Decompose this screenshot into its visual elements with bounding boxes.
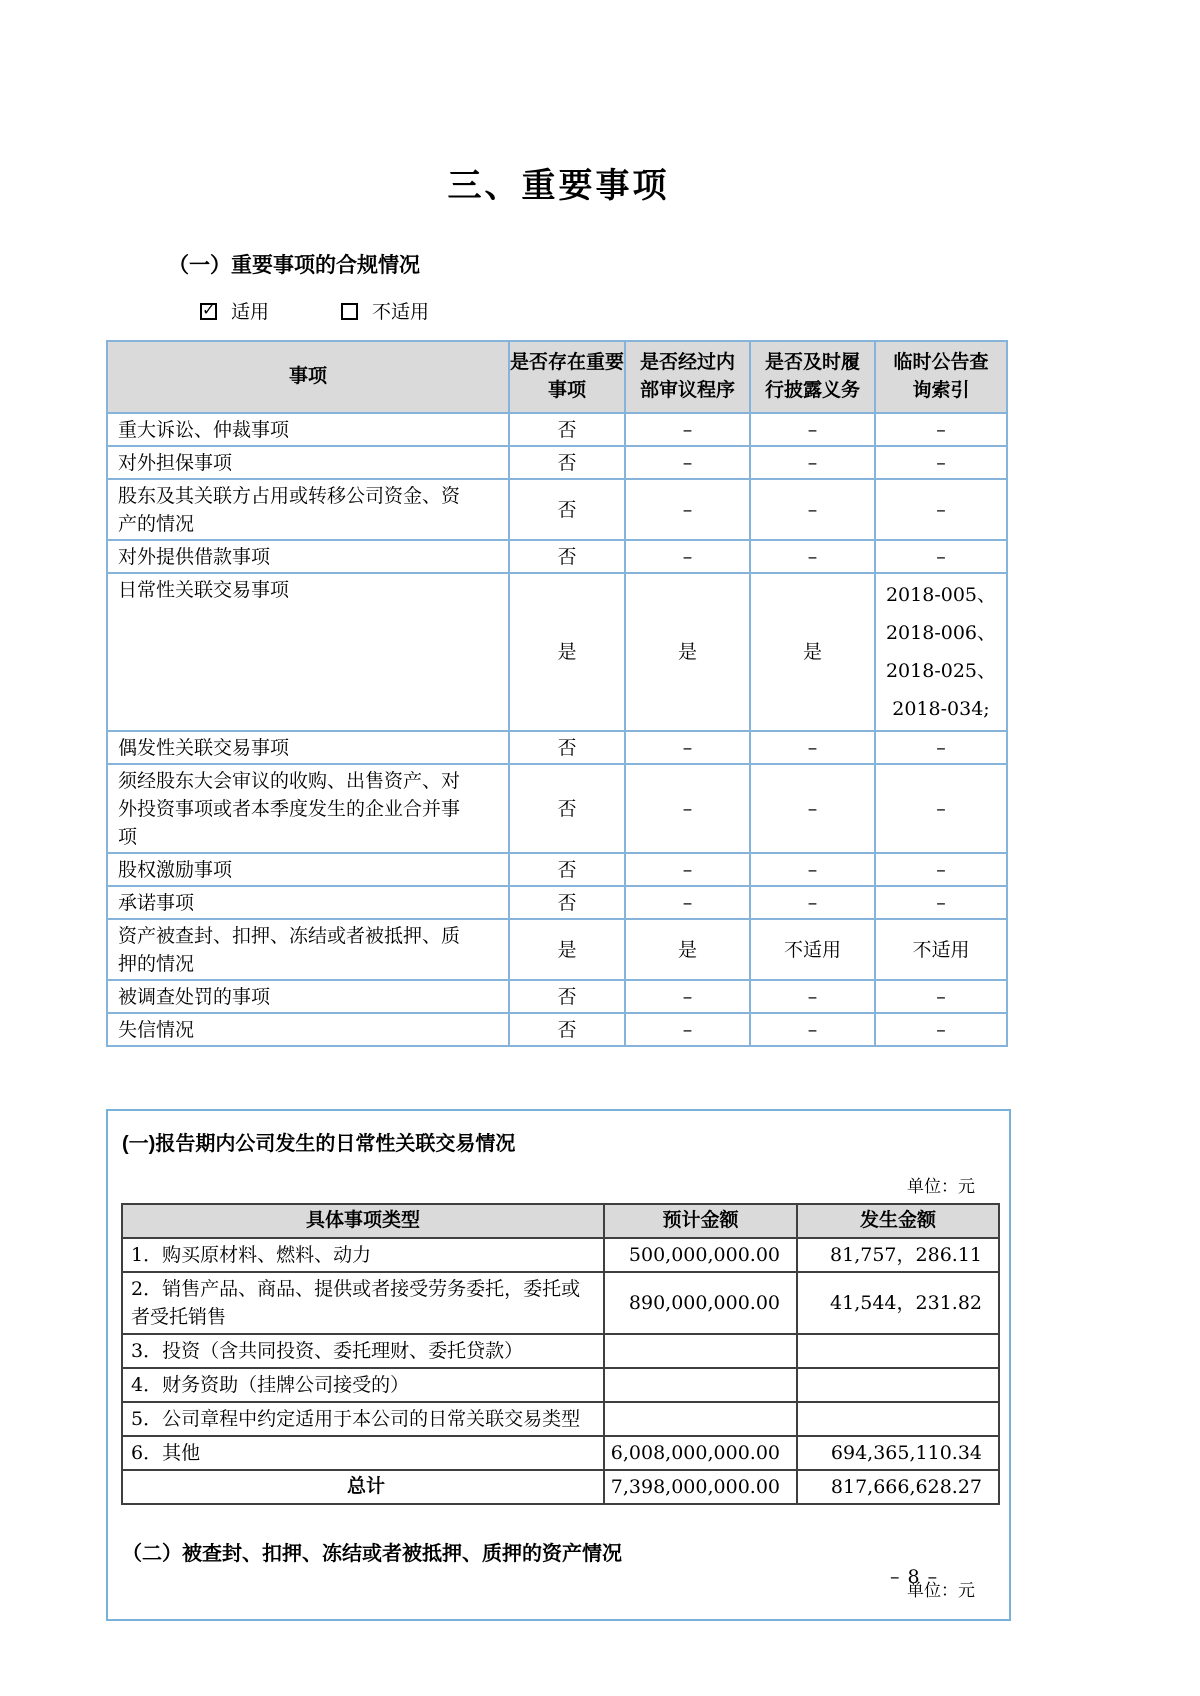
pledged-unit-label: 单位：元 xyxy=(907,1581,975,1601)
table-cell: 否 xyxy=(509,886,625,919)
table-cell: – xyxy=(750,853,875,886)
table-cell: 否 xyxy=(509,980,625,1013)
table-cell: – xyxy=(750,980,875,1013)
table-cell: – xyxy=(875,413,1007,446)
table-row xyxy=(107,540,1007,573)
table-row xyxy=(122,1368,999,1402)
table-cell: 4．财务资助（挂牌公司接受的） xyxy=(122,1368,604,1402)
table-cell: 6．其他 xyxy=(122,1436,604,1470)
table-cell: – xyxy=(625,540,750,573)
applicability-checkbox-row xyxy=(200,297,1011,324)
table-cell: – xyxy=(750,731,875,764)
table-cell: 重大诉讼、仲裁事项 xyxy=(107,413,509,446)
table-cell: 否 xyxy=(509,446,625,479)
not-applicable-label: 不适用 xyxy=(372,301,430,323)
table-row xyxy=(122,1272,999,1334)
check-mark-icon: ✓ xyxy=(202,300,216,319)
table-cell: 是 xyxy=(750,573,875,731)
table-row xyxy=(122,1402,999,1436)
table-cell: – xyxy=(875,1013,1007,1046)
column-header: 预计金额 xyxy=(604,1204,797,1238)
table-cell: – xyxy=(625,886,750,919)
table-cell: – xyxy=(750,446,875,479)
table-cell: 不适用 xyxy=(750,919,875,980)
table-cell: – xyxy=(625,731,750,764)
table-cell xyxy=(604,1402,797,1436)
table-cell xyxy=(604,1334,797,1368)
table-cell: 股东及其关联方占用或转移公司资金、资产的情况 xyxy=(107,479,509,540)
table-cell: 资产被查封、扣押、冻结或者被抵押、质押的情况 xyxy=(107,919,509,980)
page-content xyxy=(106,0,1011,1621)
table-cell: 须经股东大会审议的收购、出售资产、对外投资事项或者本季度发生的企业合并事项 xyxy=(107,764,509,853)
table-cell: 对外提供借款事项 xyxy=(107,540,509,573)
related-transactions-table xyxy=(121,1203,1000,1505)
table-row xyxy=(107,479,1007,540)
table-cell: 总计 xyxy=(122,1470,604,1504)
column-header: 发生金额 xyxy=(797,1204,999,1238)
column-header: 是否存在重要 事项 xyxy=(509,341,625,413)
table-row xyxy=(122,1238,999,1272)
applicable-checkbox-checked-icon xyxy=(200,300,217,320)
column-header: 是否及时履 行披露义务 xyxy=(750,341,875,413)
column-header: 具体事项类型 xyxy=(122,1204,604,1238)
column-header: 是否经过内 部审议程序 xyxy=(625,341,750,413)
table-cell xyxy=(797,1334,999,1368)
table-cell: 被调查处罚的事项 xyxy=(107,980,509,1013)
table-cell xyxy=(797,1368,999,1402)
table-cell: 890,000,000.00 xyxy=(604,1272,797,1334)
table-row xyxy=(122,1470,999,1504)
table-cell: 5．公司章程中约定适用于本公司的日常关联交易类型 xyxy=(122,1402,604,1436)
table-row xyxy=(107,731,1007,764)
pledged-assets-heading: （二）被查封、扣押、冻结或者被抵押、质押的资产情况 xyxy=(122,1543,622,1565)
table-cell: – xyxy=(750,1013,875,1046)
table-cell: 是 xyxy=(509,919,625,980)
table-cell: 7,398,000,000.00 xyxy=(604,1470,797,1504)
not-applicable-checkbox-unchecked-icon xyxy=(341,303,358,320)
table-cell: 否 xyxy=(509,413,625,446)
table-cell: 承诺事项 xyxy=(107,886,509,919)
table-cell: – xyxy=(750,886,875,919)
table-cell xyxy=(604,1368,797,1402)
table-cell: 否 xyxy=(509,1013,625,1046)
table-cell: 是 xyxy=(509,573,625,731)
table-cell: – xyxy=(625,479,750,540)
table-row xyxy=(107,853,1007,886)
table-cell: – xyxy=(625,853,750,886)
table-cell: – xyxy=(625,446,750,479)
table-cell: 1．购买原材料、燃料、动力 xyxy=(122,1238,604,1272)
table-row xyxy=(107,764,1007,853)
table-row xyxy=(122,1334,999,1368)
table-cell: – xyxy=(750,764,875,853)
table-cell: – xyxy=(875,446,1007,479)
table-cell: – xyxy=(875,853,1007,886)
table-cell: 是 xyxy=(625,919,750,980)
table-cell: – xyxy=(625,764,750,853)
table-row xyxy=(122,1436,999,1470)
table-cell: 否 xyxy=(509,764,625,853)
table-cell: – xyxy=(750,540,875,573)
related-transactions-panel xyxy=(106,1109,1011,1621)
table-cell: – xyxy=(625,1013,750,1046)
table-cell: 500,000,000.00 xyxy=(604,1238,797,1272)
table-cell: – xyxy=(750,413,875,446)
table-cell: 2．销售产品、商品、提供或者接受劳务委托，委托或者受托销售 xyxy=(122,1272,604,1334)
related-transactions-heading: (一)报告期内公司发生的日常性关联交易情况 xyxy=(122,1133,516,1155)
column-header: 临时公告查 询索引 xyxy=(875,341,1007,413)
table-cell: – xyxy=(875,764,1007,853)
table-cell: – xyxy=(875,980,1007,1013)
table-row xyxy=(107,1013,1007,1046)
table-cell: 817,666,628.27 xyxy=(797,1470,999,1504)
page-number: – 8 – xyxy=(890,1566,939,1588)
table-cell: – xyxy=(625,413,750,446)
column-header: 事项 xyxy=(107,341,509,413)
table-cell: 41,544，231.82 xyxy=(797,1272,999,1334)
table-cell: 2018-005、 2018-006、 2018-025、 2018-034; xyxy=(875,573,1007,731)
table-header-row xyxy=(107,341,1007,413)
table-cell: 不适用 xyxy=(875,919,1007,980)
table-cell: 3．投资（含共同投资、委托理财、委托贷款） xyxy=(122,1334,604,1368)
compliance-table xyxy=(106,340,1008,1047)
table-row xyxy=(107,919,1007,980)
table-cell: – xyxy=(875,731,1007,764)
page-title: 三、重要事项 xyxy=(447,167,670,205)
unit-label: 单位：元 xyxy=(907,1177,975,1197)
table-cell: 否 xyxy=(509,731,625,764)
compliance-section-heading: （一）重要事项的合规情况 xyxy=(168,254,420,277)
table-row xyxy=(107,886,1007,919)
table-cell: 否 xyxy=(509,540,625,573)
table-header-row xyxy=(122,1204,999,1238)
table-cell: – xyxy=(750,479,875,540)
applicable-label: 适用 xyxy=(231,301,270,323)
table-cell: – xyxy=(875,479,1007,540)
table-cell: 81,757，286.11 xyxy=(797,1238,999,1272)
table-cell: – xyxy=(875,886,1007,919)
table-cell: – xyxy=(625,980,750,1013)
table-cell xyxy=(797,1402,999,1436)
table-cell: 694,365,110.34 xyxy=(797,1436,999,1470)
table-row xyxy=(107,980,1007,1013)
table-cell: – xyxy=(875,540,1007,573)
table-cell: 偶发性关联交易事项 xyxy=(107,731,509,764)
table-row xyxy=(107,573,1007,731)
table-cell: 日常性关联交易事项 xyxy=(107,573,509,731)
table-cell: 股权激励事项 xyxy=(107,853,509,886)
table-cell: 是 xyxy=(625,573,750,731)
table-row xyxy=(107,413,1007,446)
table-cell: 否 xyxy=(509,853,625,886)
table-row xyxy=(107,446,1007,479)
table-cell: 失信情况 xyxy=(107,1013,509,1046)
table-cell: 6,008,000,000.00 xyxy=(604,1436,797,1470)
table-cell: 否 xyxy=(509,479,625,540)
table-cell: 对外担保事项 xyxy=(107,446,509,479)
